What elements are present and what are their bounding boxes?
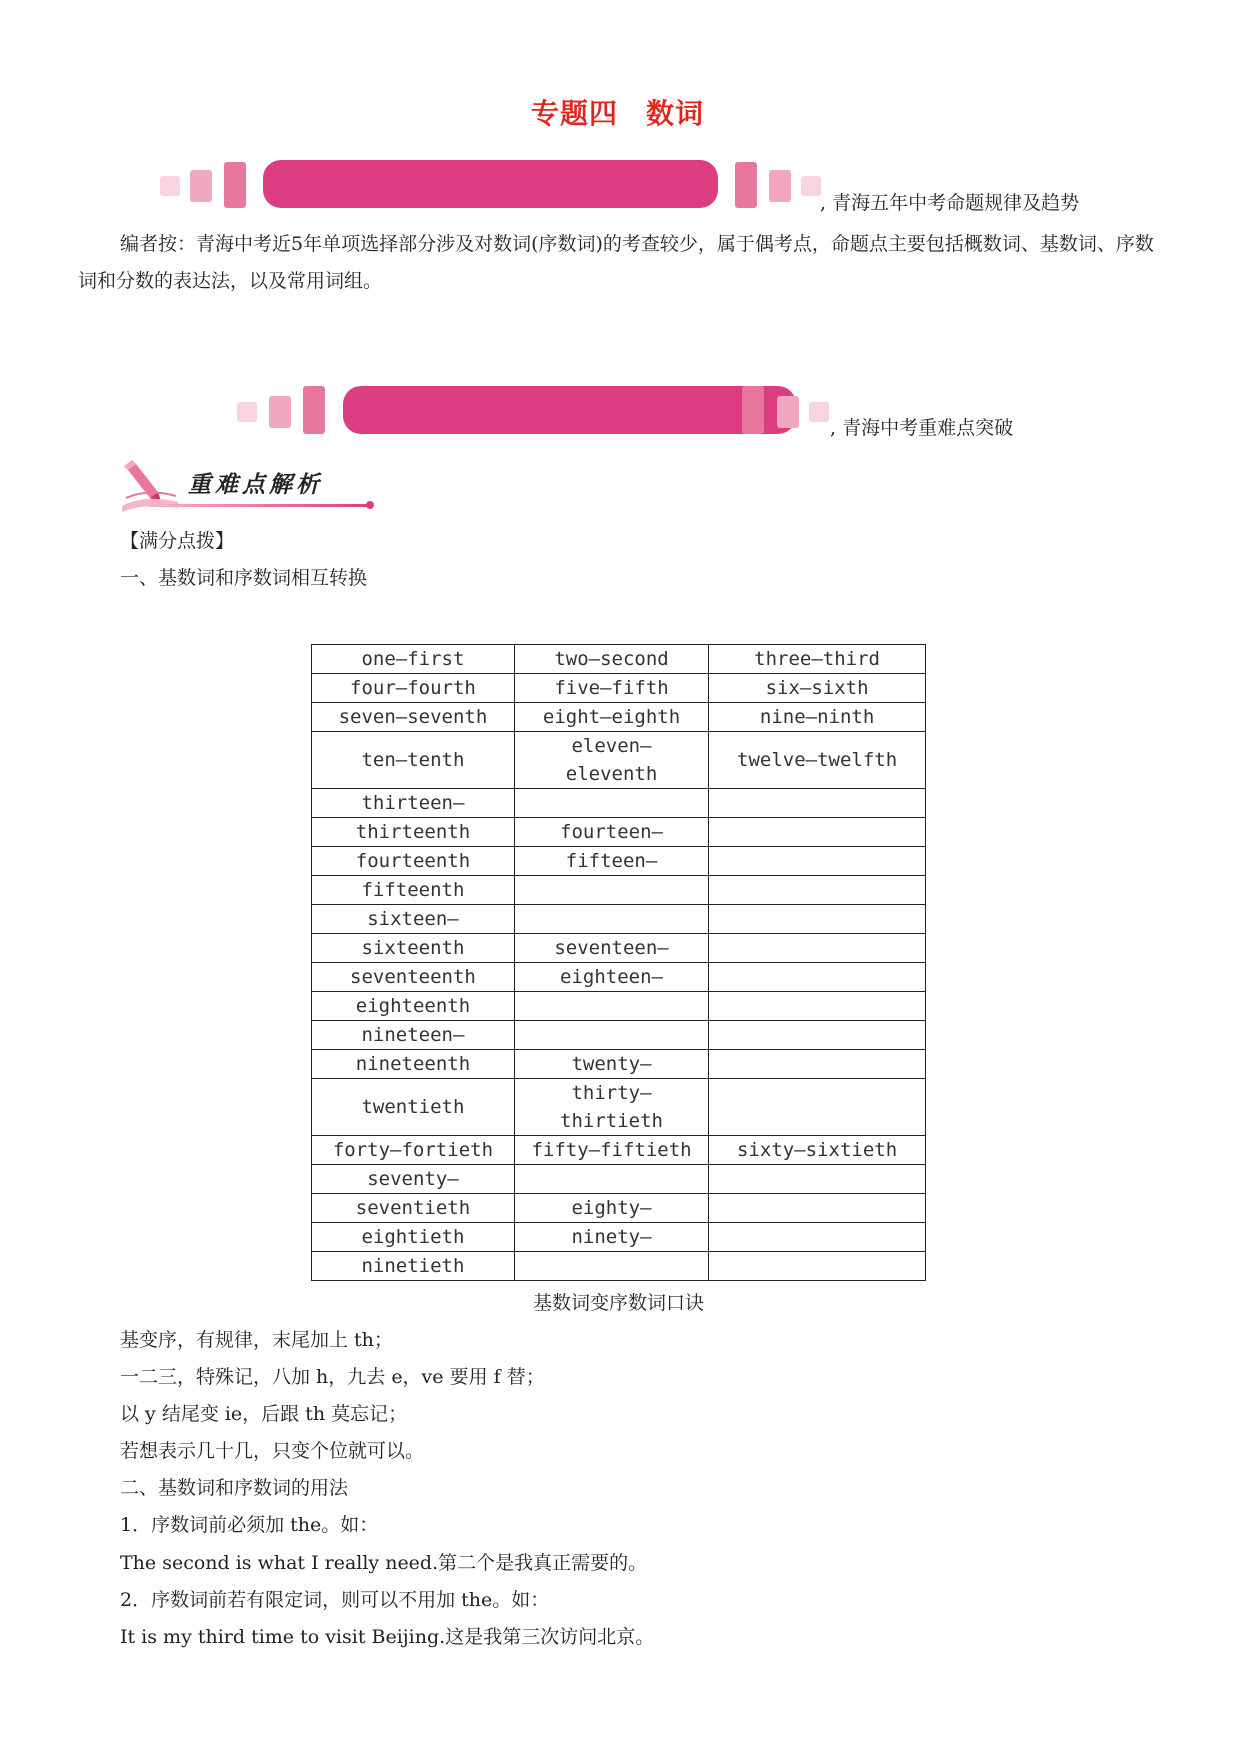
banner-square bbox=[742, 386, 764, 434]
banner-square bbox=[269, 396, 291, 428]
table-row bbox=[312, 1194, 926, 1223]
table-row bbox=[312, 1165, 926, 1194]
example-1: The second is what I really need.第二个是我真正需要的。 bbox=[120, 1552, 648, 1574]
banner-square bbox=[224, 162, 246, 208]
banner-square bbox=[303, 386, 325, 434]
rhyme-line: 一二三，特殊记，八加 h，九去 e，ve 要用 f 替； bbox=[120, 1366, 545, 1388]
table-cell bbox=[514, 789, 708, 818]
table-row bbox=[312, 847, 926, 876]
table-cell: twelve—twelfth bbox=[709, 732, 926, 789]
section-badge-dot bbox=[366, 501, 374, 509]
number-table bbox=[311, 644, 926, 1281]
banner-square bbox=[777, 396, 799, 428]
banner-caption-1: , 青海五年中考命题规律及趋势 bbox=[820, 192, 1080, 214]
table-row bbox=[312, 703, 926, 732]
table-cell: fourteen— bbox=[514, 818, 708, 847]
table-cell: ninety— bbox=[514, 1223, 708, 1252]
table-cell bbox=[709, 992, 926, 1021]
table-cell: six—sixth bbox=[709, 674, 926, 703]
table-row bbox=[312, 1223, 926, 1252]
banner-square bbox=[190, 170, 212, 202]
section-heading-2: 二、基数词和序数词的用法 bbox=[120, 1477, 349, 1499]
table-row bbox=[312, 992, 926, 1021]
table-cell: eightieth bbox=[312, 1223, 515, 1252]
table-cell: twenty— bbox=[514, 1050, 708, 1079]
table-row bbox=[312, 674, 926, 703]
table-row bbox=[312, 963, 926, 992]
tips-label: 【满分点拨】 bbox=[120, 530, 235, 552]
point-2: 2．序数词前若有限定词，则可以不用加 the。如： bbox=[120, 1589, 550, 1611]
table-cell: eleven— eleventh bbox=[514, 732, 708, 789]
rhyme-line: 若想表示几十几，只变个位就可以。 bbox=[120, 1440, 425, 1462]
table-cell: thirty— thirtieth bbox=[514, 1079, 708, 1136]
table-cell bbox=[709, 1050, 926, 1079]
table-caption: 基数词变序数词口诀 bbox=[532, 1292, 704, 1314]
table-row bbox=[312, 1050, 926, 1079]
table-cell: eight—eighth bbox=[514, 703, 708, 732]
page-title bbox=[0, 92, 1235, 132]
table-cell bbox=[514, 1021, 708, 1050]
table-cell: two—second bbox=[514, 645, 708, 674]
banner-square bbox=[801, 176, 821, 196]
table-cell bbox=[709, 934, 926, 963]
table-row bbox=[312, 645, 926, 674]
table-cell: fifteen— bbox=[514, 847, 708, 876]
table-cell: sixteenth bbox=[312, 934, 515, 963]
title-part-2: 数词 bbox=[646, 97, 705, 130]
example-2: It is my third time to visit Beijing.这是我第三次访问北京。 bbox=[120, 1626, 655, 1648]
table-cell bbox=[514, 876, 708, 905]
table-cell bbox=[709, 1252, 926, 1281]
banner-square bbox=[769, 170, 791, 202]
table-cell: thirteenth bbox=[312, 818, 515, 847]
editor-note: 编者按：青海中考近5年单项选择部分涉及对数词(序数词)的考查较少，属于偶考点，命题点主要包括概数词、基数词、序数词和分数的表达法，以及常用词组。 bbox=[78, 233, 1154, 292]
banner-bar bbox=[343, 386, 796, 434]
table-cell: five—fifth bbox=[514, 674, 708, 703]
table-cell: ten—tenth bbox=[312, 732, 515, 789]
table-cell bbox=[709, 1079, 926, 1136]
table-cell: eighty— bbox=[514, 1194, 708, 1223]
table-cell: seventieth bbox=[312, 1194, 515, 1223]
table-cell: fifty—fiftieth bbox=[514, 1136, 708, 1165]
table-row bbox=[312, 1252, 926, 1281]
banner-caption-2: , 青海中考重难点突破 bbox=[830, 417, 1014, 439]
table-row bbox=[312, 1021, 926, 1050]
table-cell bbox=[709, 847, 926, 876]
table-cell bbox=[709, 905, 926, 934]
table-cell: three—third bbox=[709, 645, 926, 674]
table-cell: sixteen— bbox=[312, 905, 515, 934]
section-badge-underline bbox=[148, 504, 370, 507]
table-cell bbox=[514, 1252, 708, 1281]
table-cell: twentieth bbox=[312, 1079, 515, 1136]
banner-decoration-2 bbox=[237, 384, 1235, 436]
table-cell: ninetieth bbox=[312, 1252, 515, 1281]
table-row bbox=[312, 818, 926, 847]
table-cell: seventy— bbox=[312, 1165, 515, 1194]
table-cell: nineteenth bbox=[312, 1050, 515, 1079]
table-cell: seven—seventh bbox=[312, 703, 515, 732]
table-cell: nine—ninth bbox=[709, 703, 926, 732]
banner-bar bbox=[263, 160, 718, 208]
section-heading-1: 一、基数词和序数词相互转换 bbox=[120, 567, 368, 589]
table-row bbox=[312, 876, 926, 905]
section-badge-text: 重难点解析 bbox=[188, 472, 323, 498]
table-cell: forty—fortieth bbox=[312, 1136, 515, 1165]
banner-square bbox=[809, 402, 829, 422]
section-badge bbox=[118, 458, 378, 518]
table-row bbox=[312, 732, 926, 789]
table-cell bbox=[709, 1165, 926, 1194]
table-cell: seventeen— bbox=[514, 934, 708, 963]
table-cell bbox=[514, 905, 708, 934]
title-part-1: 专题四 bbox=[530, 97, 618, 130]
table-row bbox=[312, 789, 926, 818]
table-cell: one—first bbox=[312, 645, 515, 674]
table-row bbox=[312, 1136, 926, 1165]
banner-square bbox=[237, 402, 257, 422]
table-cell: sixty—sixtieth bbox=[709, 1136, 926, 1165]
table-cell: nineteen— bbox=[312, 1021, 515, 1050]
table-cell bbox=[709, 818, 926, 847]
point-1: 1．序数词前必须加 the。如： bbox=[120, 1514, 379, 1536]
banner-square bbox=[735, 162, 757, 208]
banner-square bbox=[160, 176, 180, 196]
table-cell: fourteenth bbox=[312, 847, 515, 876]
table-cell bbox=[514, 1165, 708, 1194]
table-cell: eighteen— bbox=[514, 963, 708, 992]
table-cell: eighteenth bbox=[312, 992, 515, 1021]
table-cell bbox=[709, 1021, 926, 1050]
banner-decoration-1 bbox=[160, 158, 1160, 214]
table-cell: fifteenth bbox=[312, 876, 515, 905]
rhyme-line: 基变序，有规律，末尾加上 th； bbox=[120, 1329, 393, 1351]
table-cell: thirteen— bbox=[312, 789, 515, 818]
table-row bbox=[312, 934, 926, 963]
table-cell bbox=[709, 963, 926, 992]
table-cell bbox=[514, 992, 708, 1021]
table-row bbox=[312, 1079, 926, 1136]
table-cell: four—fourth bbox=[312, 674, 515, 703]
rhyme-line: 以 y 结尾变 ie，后跟 th 莫忘记； bbox=[120, 1403, 408, 1425]
table-cell bbox=[709, 1223, 926, 1252]
table-cell bbox=[709, 789, 926, 818]
table-row bbox=[312, 905, 926, 934]
pen-icon bbox=[118, 458, 188, 518]
table-cell bbox=[709, 876, 926, 905]
table-cell: seventeenth bbox=[312, 963, 515, 992]
table-cell bbox=[709, 1194, 926, 1223]
